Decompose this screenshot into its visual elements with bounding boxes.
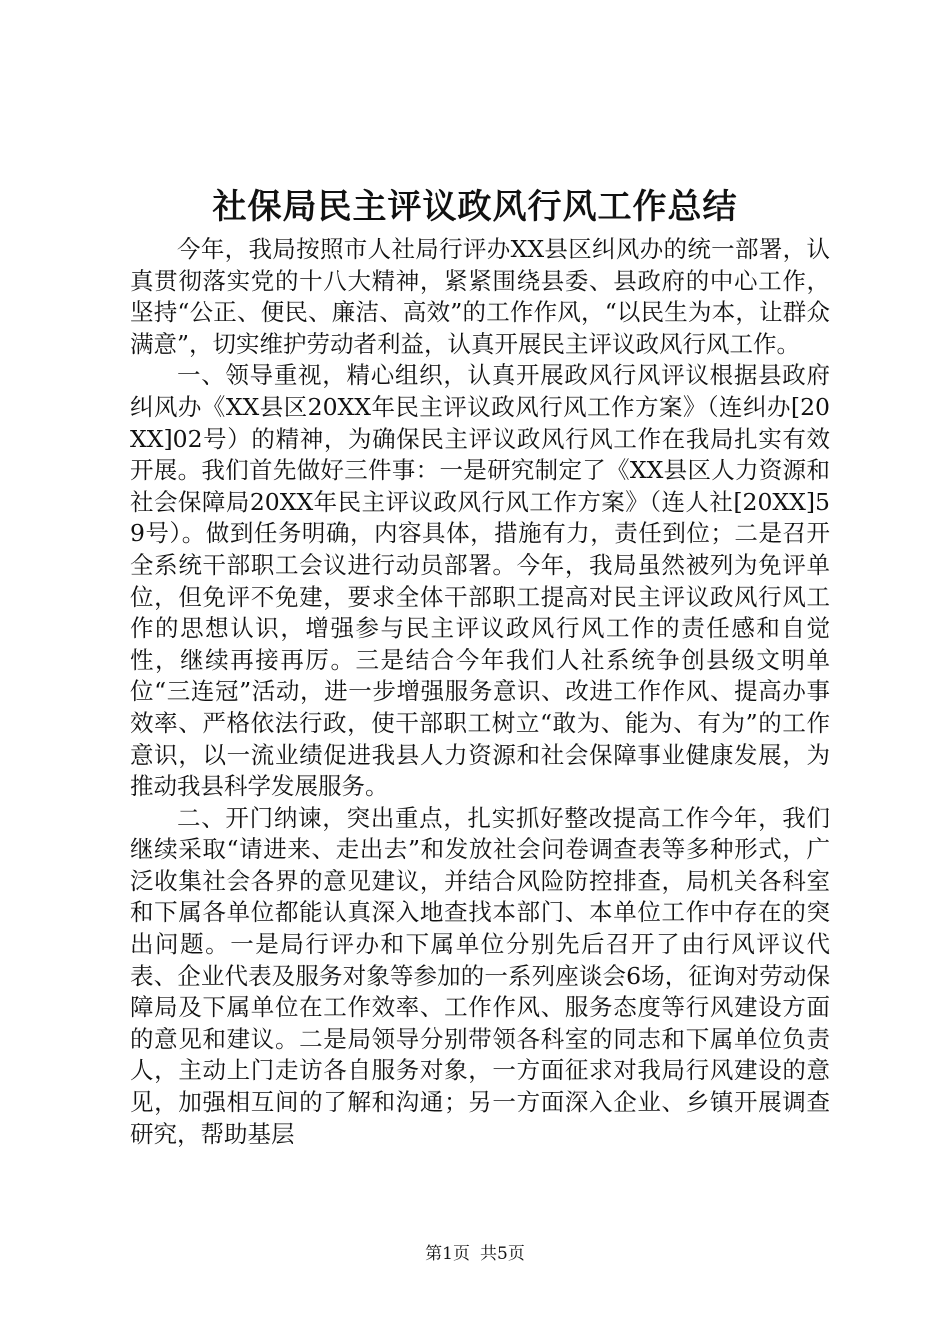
page-number-current: 第1页 xyxy=(425,1244,470,1264)
document-body xyxy=(130,234,830,1150)
paragraph-section-1: 一、领导重视，精心组织，认真开展政风行风评议根据县政府纠风办《XX县区20XX年民主评议政风行风工作方案》（连纠办[20XX]02号）的精神，为确保民主评议政风行风工作在我局扎实有效开展。我们首先做好三件事：一是研究制定了《XX县区人力资源和社会保障局20XX年民主评议政风行风工作方案》（连人社[20XX]59号）。做到任务明确，内容具体，措施有力，责任到位；二是召开全系统干部职工会议进行动员部署。今年，我局虽然被列为免评单位，但免评不免建，要求全体干部职工提高对民主评议政风行风工作的思想认识，增强参与民主评议政风行风工作的责任感和自觉性，继续再接再厉。三是结合今年我们人社系统争创县级文明单位“三连冠”活动，进一步增强服务意识、改进工作作风、提高办事效率、严格依法行政，使干部职工树立“敢为、能为、有为”的工作意识，以一流业绩促进我县人力资源和社会保障事业健康发展，为推动我县科学发展服务。 xyxy=(130,361,830,801)
page-number-total: 共5页 xyxy=(480,1244,525,1264)
paragraph-intro: 今年，我局按照市人社局行评办XX县区纠风办的统一部署，认真贯彻落实党的十八大精神，紧紧围绕县委、县政府的中心工作，坚持“公正、便民、廉洁、高效”的工作作风，“以民生为本，让群众满意”，切实维护劳动者利益，认真开展民主评议政风行风工作。 xyxy=(130,235,830,358)
paragraph-section-2: 二、开门纳谏，突出重点，扎实抓好整改提高工作今年，我们继续采取“请进来、走出去”和发放社会问卷调查表等多种形式，广泛收集社会各界的意见建议，并结合风险防控排查，局机关各科室和下属各单位都能认真深入地查找本部门、本单位工作中存在的突出问题。一是局行评办和下属单位分别先后召开了由行风评议代表、企业代表及服务对象等参加的一系列座谈会6场，征询对劳动保障局及下属单位在工作效率、工作作风、服务态度等行风建设方面的意见和建议。二是局领导分别带领各科室的同志和下属单位负责人，主动上门走访各自服务对象，一方面征求对我局行风建设的意见，加强相互间的了解和沟通；另一方面深入企业、乡镇开展调查研究，帮助基层 xyxy=(130,803,830,1148)
page-footer xyxy=(0,1242,950,1266)
document-title: 社保局民主评议政风行风工作总结 xyxy=(212,187,738,227)
